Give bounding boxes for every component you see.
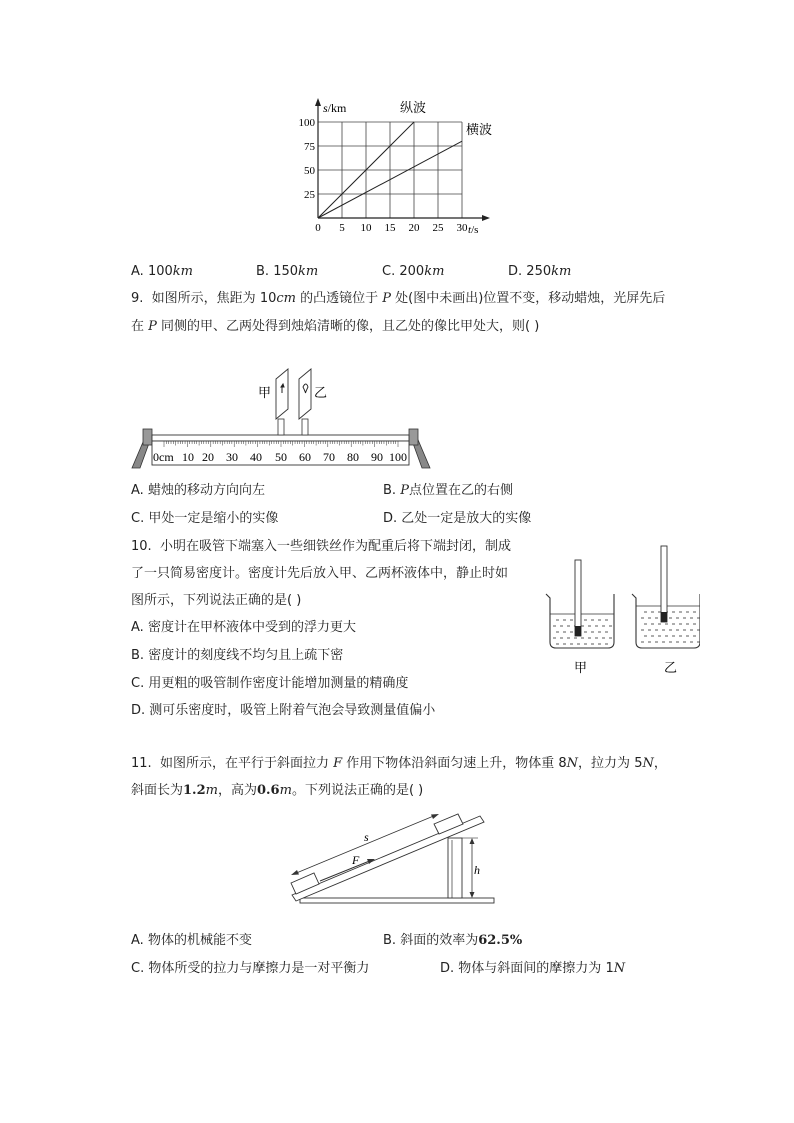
- support-post: [448, 838, 462, 898]
- bench-left-end: [143, 429, 152, 445]
- scale-70: 70: [323, 450, 335, 464]
- x-axis-label: t/s: [468, 224, 479, 236]
- x-tick-label: 10: [360, 222, 372, 234]
- q9-option-a[interactable]: A. 蜡烛的移动方向向左: [131, 483, 265, 498]
- holder-yi: [302, 419, 308, 435]
- liquid-jia: [553, 620, 612, 644]
- holder-jia: [278, 419, 284, 435]
- distance-arrow-start: [291, 870, 299, 875]
- x-tick-label: 20: [408, 222, 420, 234]
- scale-80: 80: [347, 450, 359, 464]
- q8-option-c[interactable]: C. 200km: [382, 264, 445, 279]
- liquid-yi: [641, 612, 700, 642]
- y-tick-label: 75: [304, 141, 315, 153]
- height-label: h: [474, 863, 480, 877]
- scale-20: 20: [202, 450, 214, 464]
- label-jia: 甲: [258, 386, 272, 401]
- q11-option-d[interactable]: D. 物体与斜面间的摩擦力为 1N: [440, 961, 626, 976]
- q9-option-b[interactable]: B. P点位置在乙的右侧: [383, 483, 513, 498]
- x-tick-label: 0: [315, 222, 321, 234]
- density-meter-figure: [540, 542, 700, 678]
- weight-jia: [575, 626, 581, 636]
- straw-jia: [575, 560, 581, 636]
- y-tick-label: 50: [304, 165, 315, 177]
- x-axis-arrow: [482, 215, 490, 221]
- incline-figure: [286, 808, 500, 908]
- scale-60: 60: [299, 450, 311, 464]
- q11-option-b[interactable]: B. 斜面的效率为62.5%: [383, 933, 523, 948]
- y-axis-arrow: [315, 98, 321, 106]
- scale-zero-label: 0cm: [153, 450, 174, 464]
- y-axis-label: s/km: [323, 101, 347, 115]
- height-arrow-bottom: [470, 892, 475, 898]
- x-tick-label: 5: [339, 222, 345, 234]
- wave-distance-time-chart: [290, 96, 510, 246]
- series-label-transverse: 横波: [466, 123, 493, 138]
- q11-option-c[interactable]: C. 物体所受的拉力与摩擦力是一对平衡力: [131, 961, 370, 976]
- label-yi: 乙: [314, 386, 328, 401]
- q10-stem-line3: 图所示，下列说法正确的是( ): [131, 593, 302, 608]
- force-label: F: [352, 853, 360, 867]
- ground: [300, 898, 494, 903]
- scale-50: 50: [275, 450, 287, 464]
- distance-arrow-end: [431, 814, 439, 819]
- scale-10: 10: [182, 450, 194, 464]
- y-tick-label: 100: [298, 117, 315, 129]
- q9-option-c[interactable]: C. 甲处一定是缩小的实像: [131, 511, 279, 526]
- optical-bench-figure: [128, 365, 434, 477]
- screen-jia: [276, 369, 288, 419]
- scale-90: 90: [371, 450, 383, 464]
- q10-option-d[interactable]: D. 测可乐密度时，吸管上附着气泡会导致测量值偏小: [131, 703, 436, 718]
- distance-label: s: [364, 830, 369, 844]
- straw-yi: [661, 546, 667, 622]
- screen-yi: [299, 369, 311, 419]
- q8-option-b[interactable]: B. 150km: [256, 264, 319, 279]
- beaker-label-yi: 乙: [664, 661, 678, 676]
- x-tick-label: 15: [384, 222, 396, 234]
- q10-stem-line1: 10. 小明在吸管下端塞入一些细铁丝作为配重后将下端封闭，制成: [131, 539, 511, 554]
- height-arrow-top: [470, 838, 475, 844]
- chart-ticks: [299, 117, 469, 234]
- q11-stem-line1: 11. 如图所示，在平行于斜面拉力 F 作用下物体沿斜面匀速上升，物体重 8N，拉力为 5N，: [131, 756, 667, 771]
- bench-rail: [152, 435, 409, 441]
- beaker-label-jia: 甲: [574, 661, 588, 676]
- q9-option-d[interactable]: D. 乙处一定是放大的实像: [383, 511, 532, 526]
- bench-right-end: [409, 429, 418, 445]
- weight-yi: [661, 612, 667, 622]
- x-tick-label: 25: [432, 222, 444, 234]
- q10-stem-line2: 了一只简易密度计。密度计先后放入甲、乙两杯液体中，静止时如: [131, 566, 509, 581]
- chart-grid: [318, 122, 462, 218]
- q11-stem-line2: 斜面长为1.2m，高为0.6m。下列说法正确的是( ): [131, 783, 424, 798]
- scale-40: 40: [250, 450, 262, 464]
- q10-option-b[interactable]: B. 密度计的刻度线不均匀且上疏下密: [131, 648, 344, 663]
- x-tick-label: 30: [456, 222, 468, 234]
- q11-option-a[interactable]: A. 物体的机械能不变: [131, 933, 252, 948]
- scale-100: 100: [389, 450, 407, 464]
- q10-option-c[interactable]: C. 用更粗的吸管制作密度计能增加测量的精确度: [131, 676, 409, 691]
- scale-30: 30: [226, 450, 238, 464]
- q8-option-d[interactable]: D. 250km: [508, 264, 572, 279]
- q10-option-a[interactable]: A. 密度计在甲杯液体中受到的浮力更大: [131, 620, 356, 635]
- q9-stem-line2: 在 P 同侧的甲、乙两处得到烛焰清晰的像，且乙处的像比甲处大，则( ): [131, 319, 540, 334]
- y-tick-label: 25: [304, 189, 315, 201]
- q9-stem-line1: 9. 如图所示，焦距为 10cm 的凸透镜位于 P 处(图中未画出)位置不变，移动蜡烛，光屏先后: [131, 291, 666, 306]
- series-label-longitudinal: 纵波: [400, 101, 427, 116]
- q8-option-a[interactable]: A. 100km: [131, 264, 193, 279]
